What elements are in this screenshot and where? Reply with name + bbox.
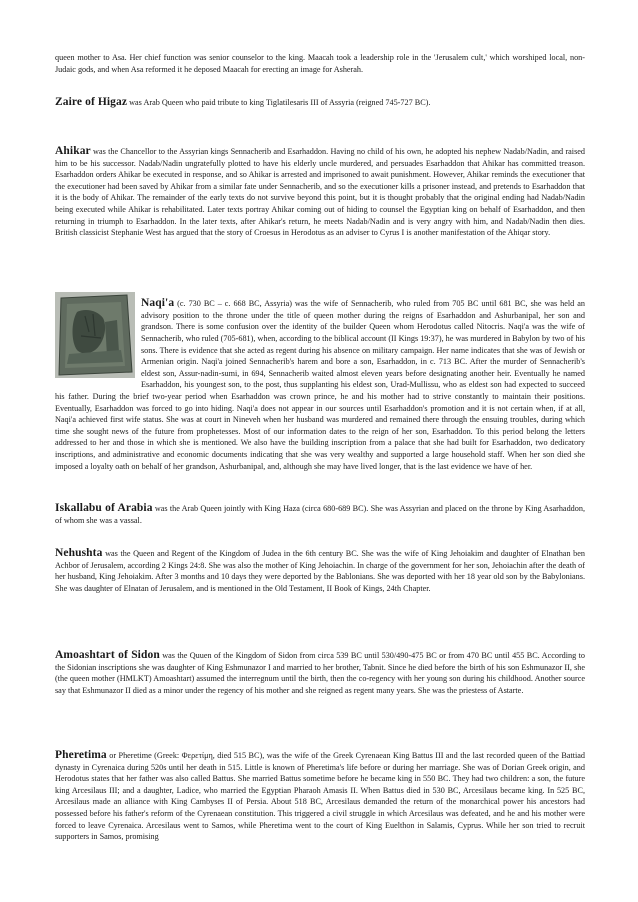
entry-text: (c. 730 BC – c. 668 BC, Assyria) was the wife of Sennacherib, who ruled from 705 BC until 681 BC, she was held an advisory position to the throne under the title of queen mother during the reigns of Esarhaddon and Ashurbanipal, her son and grandson. There is some confusion over the identity of the builder Queen whom Herodotus called Nitocris. Naqi'a was the wife of Sennacherib, who ruled (705-681), when, according to the biblical account (II Kings 19:37), he was murdered in Babylon by two of his sons. There is evidence that she acted as regent during his absence on military campaign. Her name indicates that she was of Jewish or Armenian origin. Naqi'a joined Sennacherib's harem and bore a son, Esarhaddon, in c. 713 BC. After the murder of Sennacherib's eldest son, Assur-nadin-sumi, in 694, Sennacherib waited almost eleven years before designating another heir. Eventually he named Esarhaddon, his youngest son, to the post, thus supplanting his eldest son, Urad-Mullissu, who as eldest son had expected to succeed his father. During the brief two-year period when Esarhaddon was crown prince, he and his mother had to strive constantly to maintain their positions. Eventually, Esarhaddon was forced to go into hiding. Naqi'a does not appear in our sources until Esarhaddon's promotion and it is not certain when, if at all, Naqi'a achieved first wife status. She was at court in Nineveh when her husband was murdered and remained there through the ensuing troubles, during which time she sought news of the future from prophetesses. Most of our information dates to the reign of her son, Esarhaddon. To this period belong the letters addressed to her and those in which she is mentioned. We also have the building inscription from a palace that she had built for Esarhaddon, two dedicatory inscriptions, and administrative and economic documents indicating that she was very wealthy and supported a large household staff. When her son died she imposed a loyalty oath on behalf of her grandson, Ashurbanipal, and, although she may have lived longer, that is the last evidence we have of her.	[55, 299, 585, 471]
entry-text: or Pheretime (Greek: Φερετίμη, died 515 BC), was the wife of the Greek Cyrenaean King Battus III and the last recorded queen of the Battiad dynasty in Cyrenaica during 520s until her death in 515. Little is known of Pheretima's life before or during her marriage. She was of Dorian Greek origin, and Herodotus states that her father was also called Battus. She married Battus sometime before he became king in 550 BC. They had two children: a son, the future king Arcesilaus III; and a daughter, Ladice, who married the Egyptian Pharaoh Amasis II. When Battus died in 530 BC, Arcesilaus became king. In 525 BC, Arcesilaus made an alliance with King Cambyses II of Persia. About 518 BC, Arcesilaus demanded the return of the monarchical power his ancestors had possessed before his father's reform of the Cyrenaean constitution. This triggered a civil struggle in which Arcesilaus was defeated, and he and his mother were forced to leave Cyrenaica. Arcesilaus went to Samos, while Pheretima went to the court of King Euelthon in Salamis, Cyprus. While her son tried to recruit supporters in Samos, promising	[55, 751, 585, 842]
entry-name: Iskallabu of Arabia	[55, 502, 153, 514]
entry-name: Zaire of Higaz	[55, 96, 128, 108]
entry-pheretima	[55, 750, 585, 843]
entry-naqia	[55, 298, 585, 472]
entry-name: Amoashtart of Sidon	[55, 649, 160, 661]
entry-name: Pheretima	[55, 749, 107, 761]
entry-zaire-of-higaz	[55, 97, 585, 109]
entry-text: was the Quuen of the Kingdom of Sidon from circa 539 BC until 530/490-475 BC or from 470 BC until 455 BC. According to the Sidonian inscriptions she was daughter of King Eshmunazor I and married to her brother, Tabnit. Since he died before the birth of his son Eshmunazor II, she (the queen mother (HMLKT) Amoashtart) assumed the interregnum until the birth, then the co-regency with her young son during his childhood. Another source say that Eshmunazor II died as a minor under the regency of his mother and she reigned as regent many years. She was the priestess of Astarte.	[55, 651, 585, 695]
entry-text: was the Arab Queen jointly with King Haza (circa 680-689 BC). She was Assyrian and placed on the throne by King Asarhaddon, of whom she was a vassal.	[55, 504, 585, 525]
entry-name: Nehushta	[55, 547, 103, 559]
entry-iskallabu-of-arabia	[55, 503, 585, 526]
entry-name: Ahikar	[55, 145, 91, 157]
entry-text: queen mother to Asa. Her chief function was senior counselor to the king. Maacah took a leadership role in the 'Jerusalem cult,' which worshiped local, non-Judaic gods, and when Asa reformed it he deposed Maacah for erecting an image for Asherah.	[55, 53, 585, 74]
entry-text: was the Queen and Regent of the Kingdom of Judea in the 6th century BC. She was the wife of King Jehoiakim and daughter of Elnathan ben Achbor of Jerusalem, according 2 Kings 24:8. She was also the mother of King Jehoiachin. In charge of the government for her son, Jehoiachin after the death of her husband, King Jehoiakim. After 3 months and 10 days they were deported by the Bablonians. She was deported with her 18 year old son by the Babylonians. She was daughter of Elnatan of Jerusalem, and is mentioned in the Old Testament, II Book of Kings, 24th Chapter.	[55, 549, 585, 593]
entry-text: was the Chancellor to the Assyrian kings Sennacherib and Esarhaddon. Having no child of his own, he adopted his nephew Nadab/Nadin, and raised him to be his successor. Nadab/Nadin ungratefully plotted to have his elderly uncle murdered, and persuades Esarhaddon that Ahikar has committed treason. Esarhaddon orders Ahikar be executed in response, and so Ahikar is arrested and imprisoned to await punishment. However, Ahikar reminds the executioner that the executioner had been saved by Ahikar from a similar fate under Sennacherib, and so the executioner kills a prisoner instead, and pretends to Esarhaddon that it is the body of Ahikar. The remainder of the early texts do not survive beyond this point, but it is thought probably that the original ending had Nadab/Nadin being executed while Ahikar is rehabilitated. Later texts portray Ahikar coming out of hiding to counsel the Egyptian king on behalf of Esarhaddon, and then returning in triumph to Esarhaddon. In the later texts, after Ahikar's return, he meets Nadab/Nadin and is very angry with him, and Nadab/Nadin then dies. British classicist Stephanie West has argued that the story of Croesus in Herodotus as an adviser to Cyrus I is another manifestation of the Ahiqar story.	[55, 147, 585, 238]
entry-maacah-continuation	[55, 52, 585, 75]
entry-text: was Arab Queen who paid tribute to king Tiglatilesaris III of Assyria (reigned 745-727 BC).	[127, 98, 431, 107]
entry-name: Naqi'a	[141, 297, 175, 310]
entry-amoashtart-of-sidon	[55, 650, 585, 696]
entry-nehushta	[55, 548, 585, 594]
entry-ahikar	[55, 146, 585, 239]
